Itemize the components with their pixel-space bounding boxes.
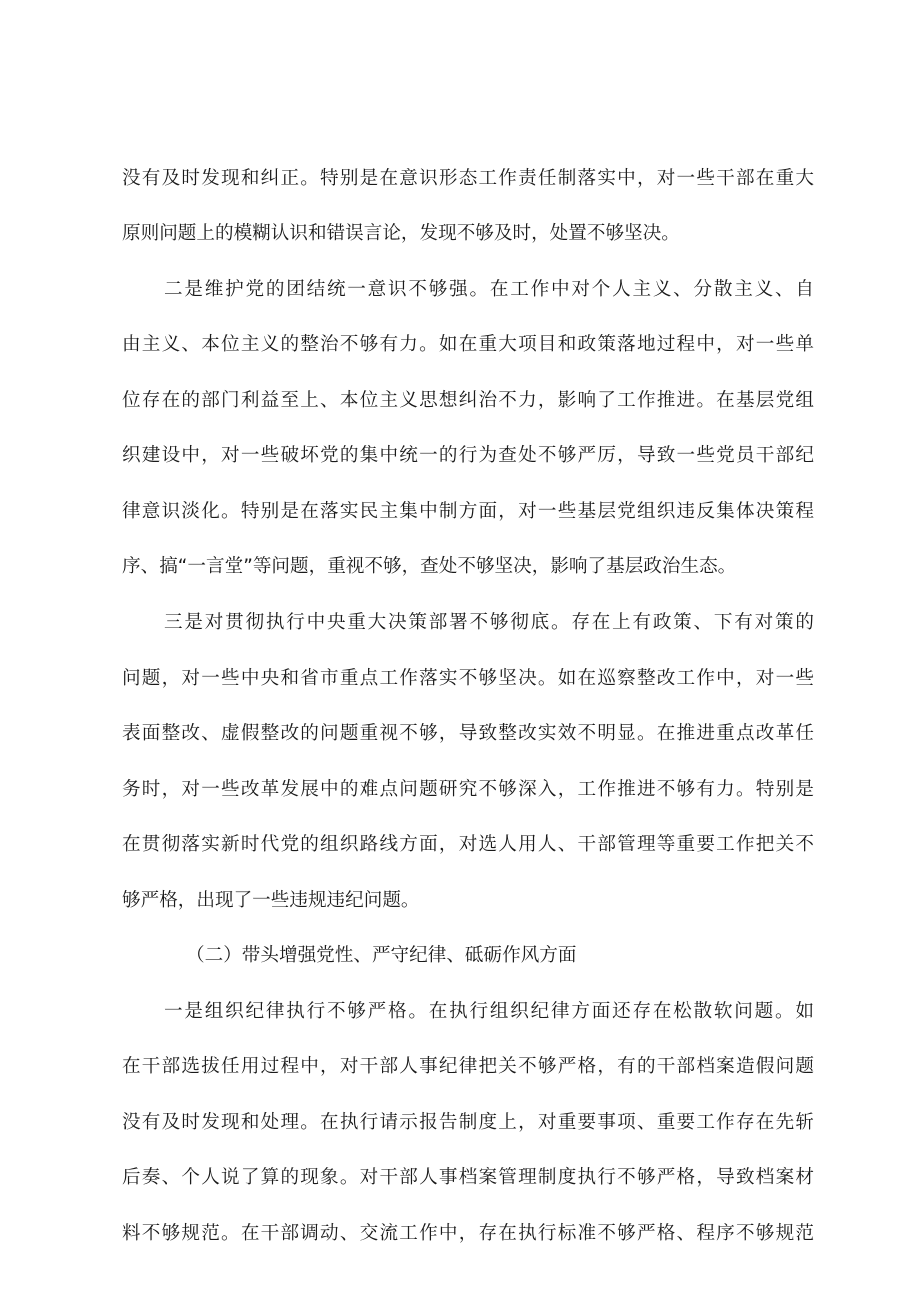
text-line: 表面整改、虚假整改的问题重视不够，导致整改实效不明显。在推进重点改革任 (122, 723, 814, 744)
text-line: 没有及时发现和纠正。特别是在意识形态工作责任制落实中，对一些干部在重大 (122, 168, 814, 189)
paragraph-first-line: 三是对贯彻执行中央重大决策部署不够彻底。存在上有政策、下有对策的 (164, 612, 814, 633)
text-line: 料不够规范。在干部调动、交流工作中，存在执行标准不够严格、程序不够规范 (122, 1223, 814, 1244)
text-line: 织建设中，对一些破坏党的集中统一的行为查处不够严厉，导致一些党员干部纪 (122, 445, 814, 466)
text-line: 在贯彻落实新时代党的组织路线方面，对选人用人、干部管理等重要工作把关不 (122, 834, 814, 855)
text-line: 务时，对一些改革发展中的难点问题研究不够深入，工作推进不够有力。特别是 (122, 779, 814, 800)
section-heading: （二）带头增强党性、严守纪律、砥砺作风方面 (186, 945, 577, 966)
text-line: 序、搞“一言堂”等问题，重视不够，查处不够坚决，影响了基层政治生态。 (122, 556, 737, 577)
text-line: 位存在的部门利益至上、本位主义思想纠治不力，影响了工作推进。在基层党组 (122, 390, 814, 411)
paragraph-first-line: 一是组织纪律执行不够严格。在执行组织纪律方面还存在松散软问题。如 (164, 1001, 814, 1022)
paragraph-first-line: 二是维护党的团结统一意识不够强。在工作中对个人主义、分散主义、自 (164, 279, 814, 300)
text-line: 没有及时发现和处理。在执行请示报告制度上，对重要事项、重要工作存在先斩 (122, 1112, 814, 1133)
text-line: 在干部选拔任用过程中，对干部人事纪律把关不够严格，有的干部档案造假问题 (122, 1056, 814, 1077)
text-line: 原则问题上的模糊认识和错误言论，发现不够及时，处置不够坚决。 (122, 223, 680, 244)
text-line: 问题，对一些中央和省市重点工作落实不够坚决。如在巡察整改工作中，对一些 (122, 668, 814, 689)
text-line: 由主义、本位主义的整治不够有力。如在重大项目和政策落地过程中，对一些单 (122, 334, 814, 355)
text-line: 律意识淡化。特别是在落实民主集中制方面，对一些基层党组织违反集体决策程 (122, 501, 814, 522)
text-line: 够严格，出现了一些违规违纪问题。 (122, 890, 420, 911)
text-line: 后奏、个人说了算的现象。对干部人事档案管理制度执行不够严格，导致档案材 (122, 1167, 814, 1188)
